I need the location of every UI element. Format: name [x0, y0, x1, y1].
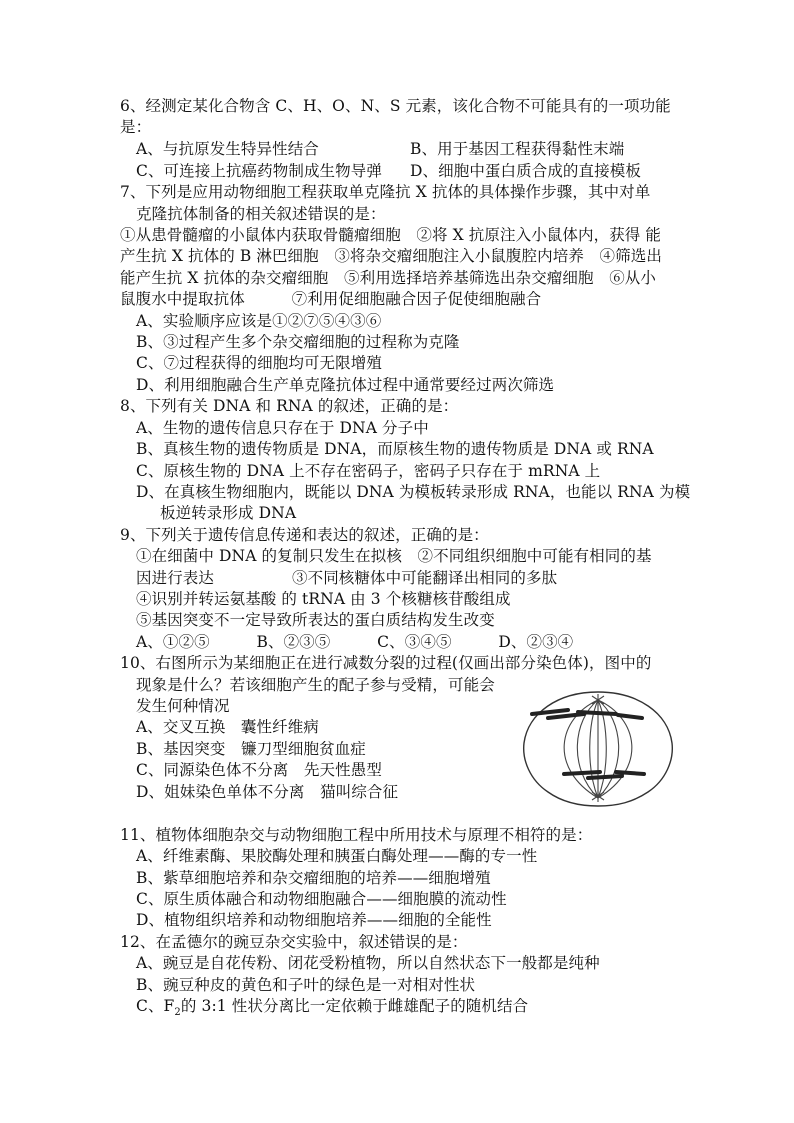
q8-option-a: A、生物的遗传信息只存在于 DNA 分子中	[136, 419, 429, 437]
q7-option-c: C、⑦过程获得的细胞均可无限增殖	[136, 354, 382, 372]
q12-option-c-subscript: 2	[174, 1007, 181, 1019]
q12-option-c	[136, 996, 528, 1023]
meiosis-cell-figure	[518, 688, 678, 810]
q6-option-c: C、可连接上抗癌药物制成生物导弹	[136, 162, 382, 180]
q7-option-d: D、利用细胞融合生产单克隆抗体过程中通常要经过两次筛选	[136, 376, 555, 394]
q9-statement-line1: ①在细菌中 DNA 的复制只发生在拟核 ②不同组织细胞中可能有相同的基	[136, 547, 652, 565]
q10-option-b: B、基因突变 镰刀型细胞贫血症	[136, 740, 366, 758]
q8-option-b: B、真核生物的遗传物质是 DNA，而原核生物的遗传物质是 DNA 或 RNA	[136, 440, 654, 458]
q10-option-c: C、同源染色体不分离 先天性愚型	[136, 761, 382, 779]
q10-option-d: D、姐妹染色单体不分离 猫叫综合征	[136, 783, 399, 801]
q10-stem-line2: 现象是什么？若该细胞产生的配子参与受精，可能会	[136, 676, 495, 694]
q7-steps-line1: ①从患骨髓瘤的小鼠体内获取骨髓瘤细胞 ②将 X 抗原注入小鼠体内，获得 能	[120, 226, 662, 244]
q10-stem-line3: 发生何种情况	[136, 697, 230, 715]
q7-steps-line2: 产生抗 X 抗体的 B 淋巴细胞 ③将杂交瘤细胞注入小鼠腹腔内培养 ④筛选出	[120, 247, 662, 265]
q9-statement-line2: 因进行表达 ③不同核糖体中可能翻译出相同的多肽	[136, 569, 558, 587]
q7-steps-line4: 鼠腹水中提取抗体 ⑦利用促细胞融合因子促使细胞融合	[120, 290, 542, 308]
q9-statement-line4: ⑤基因突变不一定导致所表达的蛋白质结构发生改变	[136, 611, 495, 629]
q12-option-a: A、豌豆是自花传粉、闭花受粉植物，所以自然状态下一般都是纯种	[136, 954, 600, 972]
q6-option-a: A、与抗原发生特异性结合	[136, 140, 319, 158]
q11-option-a: A、纤维素酶、果胶酶处理和胰蛋白酶处理——酶的专一性	[136, 847, 538, 865]
q11-stem: 11、植物体细胞杂交与动物细胞工程中所用技术与原理不相符的是：	[120, 826, 593, 844]
q9-options: A、①②⑤ B、②③⑤ C、③④⑤ D、②③④	[136, 633, 574, 651]
q12-option-c-prefix: C、F	[136, 997, 175, 1015]
q7-option-a: A、实验顺序应该是①②⑦⑤④③⑥	[136, 312, 382, 330]
q7-option-b: B、③过程产生多个杂交瘤细胞的过程称为克隆	[136, 333, 460, 351]
q7-steps-line3: 能产生抗 X 抗体的杂交瘤细胞 ⑤利用选择培养基筛选出杂交瘤细胞 ⑥从小	[120, 269, 656, 287]
q11-option-c: C、原生质体融合和动物细胞融合——细胞膜的流动性	[136, 890, 507, 908]
q8-option-d-line2: 板逆转录形成 DNA	[160, 504, 297, 522]
q11-option-b: B、紫草细胞培养和杂交瘤细胞的培养——细胞增殖	[136, 869, 491, 887]
q8-option-d-line1: D、在真核生物细胞内，既能以 DNA 为模板转录形成 RNA，也能以 RNA 为模	[136, 483, 691, 501]
q12-option-b: B、豌豆种皮的黄色和子叶的绿色是一对相对性状	[136, 976, 476, 994]
q6-option-b: B、用于基因工程获得黏性末端	[410, 140, 625, 158]
q8-option-c: C、原核生物的 DNA 上不存在密码子，密码子只存在于 mRNA 上	[136, 462, 601, 480]
q7-stem-line1: 7、下列是应用动物细胞工程获取单克隆抗 X 抗体的具体操作步骤，其中对单	[120, 183, 651, 201]
q9-statement-line3: ④识别并转运氨基酸 的 tRNA 由 3 个核糖核苷酸组成	[136, 590, 511, 608]
q9-stem: 9、下列关于遗传信息传递和表达的叙述，正确的是：	[120, 526, 489, 544]
q12-stem: 12、在孟德尔的豌豆杂交实验中，叙述错误的是：	[120, 933, 468, 951]
q7-stem-line2: 克隆抗体制备的相关叙述错误的是：	[136, 205, 386, 223]
q6-stem-line1: 6、经测定某化合物含 C、H、O、N、S 元素，该化合物不可能具有的一项功能	[120, 97, 671, 115]
q11-option-d: D、植物组织培养和动物细胞培养——细胞的全能性	[136, 911, 492, 929]
q8-stem: 8、下列有关 DNA 和 RNA 的叙述，正确的是：	[120, 397, 459, 415]
q10-stem-line1: 10、右图所示为某细胞正在进行减数分裂的过程(仅画出部分染色体)，图中的	[120, 654, 652, 672]
q10-option-a: A、交叉互换 囊性纤维病	[136, 718, 319, 736]
q12-option-c-text: 的 3:1 性状分离比一定依赖于雌雄配子的随机结合	[180, 997, 529, 1015]
q6-stem-line2: 是：	[120, 118, 152, 136]
q6-option-d: D、细胞中蛋白质合成的直接模板	[410, 162, 641, 180]
